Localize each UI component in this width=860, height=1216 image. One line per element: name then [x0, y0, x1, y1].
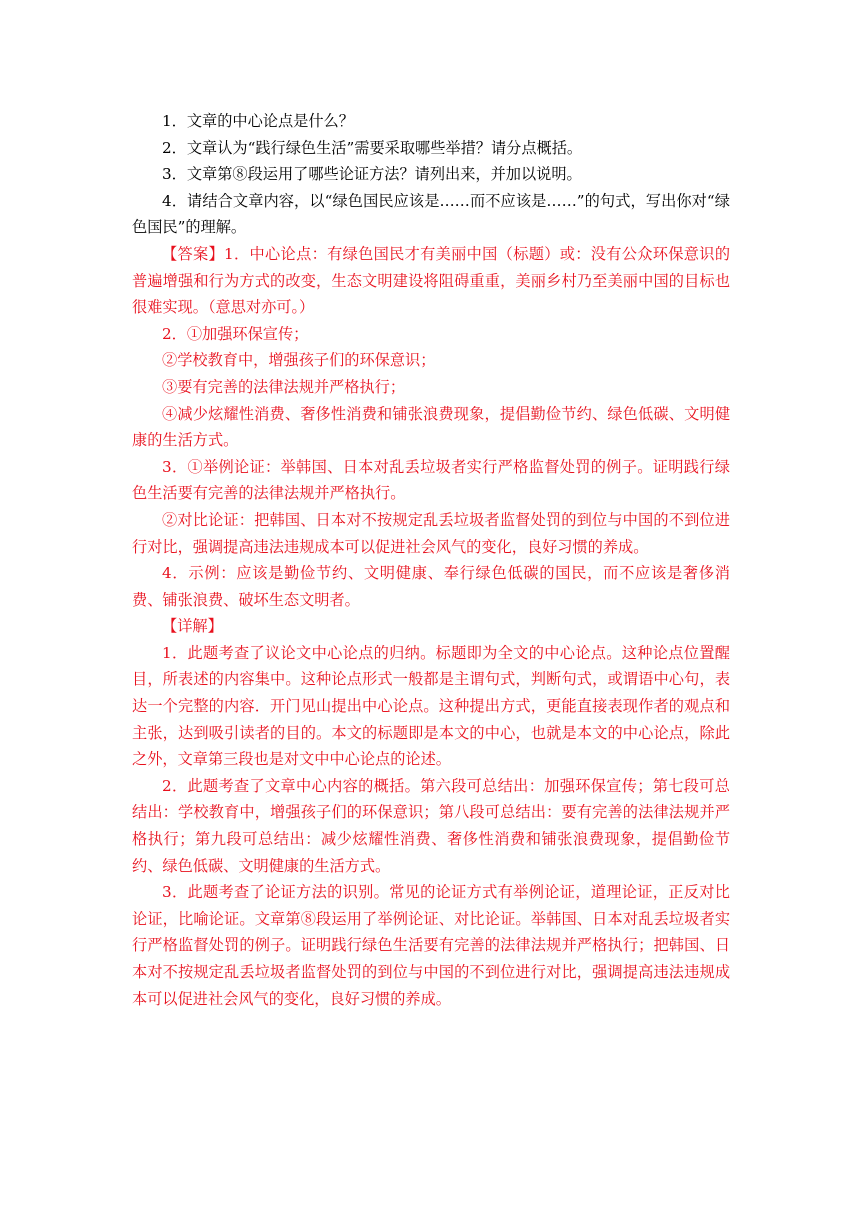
answer-2-item-4: ④减少炫耀性消费、奢侈性消费和铺张浪费现象，提倡勤俭节约、绿色低碳、文明健康的生活方式。: [132, 404, 730, 450]
question-3: 3．文章第⑧段运用了哪些论证方法？请列出来，并加以说明。: [162, 165, 582, 184]
answer-4: 4．示例：应该是勤俭节约、文明健康、奉行绿色低碳的国民，而不应该是奢侈消费、铺张浪费、破坏生态文明者。: [132, 564, 730, 609]
answer-section: [132, 241, 730, 613]
explanation-section: [132, 613, 730, 1012]
explanation-2: 2．此题考查了文章中心内容的概括。第六段可总结出：加强环保宣传；第七段可总结出：学校教育中，增强孩子们的环保意识；第八段可总结出：要有完善的法律法规并严格执行；第九段可总结出：减少炫耀性消费、奢侈性消费和铺张浪费现象，提倡勤俭节约、绿色低碳、文明健康的生活方式。: [132, 776, 730, 875]
answer-2-item-3: ③要有完善的法律法规并严格执行；: [162, 377, 405, 396]
answer-3-item-1: 3．①举例论证：举韩国、日本对乱丢垃圾者实行严格监督处罚的例子。证明践行绿色生活要有完善的法律法规并严格执行。: [132, 457, 730, 503]
explanation-3: 3．此题考查了论证方法的识别。常见的论证方式有举例论证，道理论证，正反对比论证，比喻论证。文章第⑧段运用了举例论证、对比论证。举韩国、日本对乱丢垃圾者实行严格监督处罚的例子。证明践行绿色生活要有完善的法律法规并严格执行；把韩国、日本对不按规定乱丢垃圾者监督处罚的到位与中国的不到位进行对比，强调提高违法违规成本可以促进社会风气的变化，良好习惯的养成。: [132, 883, 730, 1008]
explanation-heading: 【详解】: [162, 617, 223, 636]
answer-1-text: 1．中心论点：有绿色国民才有美丽中国（标题）或：没有公众环保意识的普遍增强和行为方式的改变，生态文明建设将阻碍重重，美丽乡村乃至美丽中国的目标也很难实现。（意思对亦可。）: [132, 244, 731, 317]
question-2: 2．文章认为“践行绿色生活”需要采取哪些举措？请分点概括。: [162, 138, 583, 157]
document-page: [132, 108, 730, 1012]
explanation-1: 1．此题考查了议论文中心论点的归纳。标题即为全文的中心论点。这种论点位置醒目，所表述的内容集中。这种论点形式一般都是主谓句式，判断句式，或谓语中心句，表达一个完整的内容．开门见山提出中心论点。这种提出方式，更能直接表现作者的观点和主张，达到吸引读者的目的。本文的标题即是本文的中心，也就是本文的中心论点，除此之外，文章第三段也是对文中中心论点的论述。: [132, 643, 730, 769]
questions-section: [132, 108, 730, 241]
answer-3-item-2: ②对比论证：把韩国、日本对不按规定乱丢垃圾者监督处罚的到位与中国的不到位进行对比，强调提高违法违规成本可以促进社会风气的变化，良好习惯的养成。: [132, 510, 730, 556]
answer-heading: 【答案】: [162, 244, 225, 263]
answer-2-item-2: ②学校教育中，增强孩子们的环保意识；: [162, 351, 436, 370]
question-4: 4．请结合文章内容，以“绿色国民应该是……而不应该是……”的句式，写出你对“绿色国民”的理解。: [132, 191, 730, 237]
answer-1: [132, 241, 730, 321]
answer-2-item-1: 2．①加强环保宣传；: [162, 324, 309, 343]
question-1: 1．文章的中心论点是什么？: [162, 112, 354, 130]
